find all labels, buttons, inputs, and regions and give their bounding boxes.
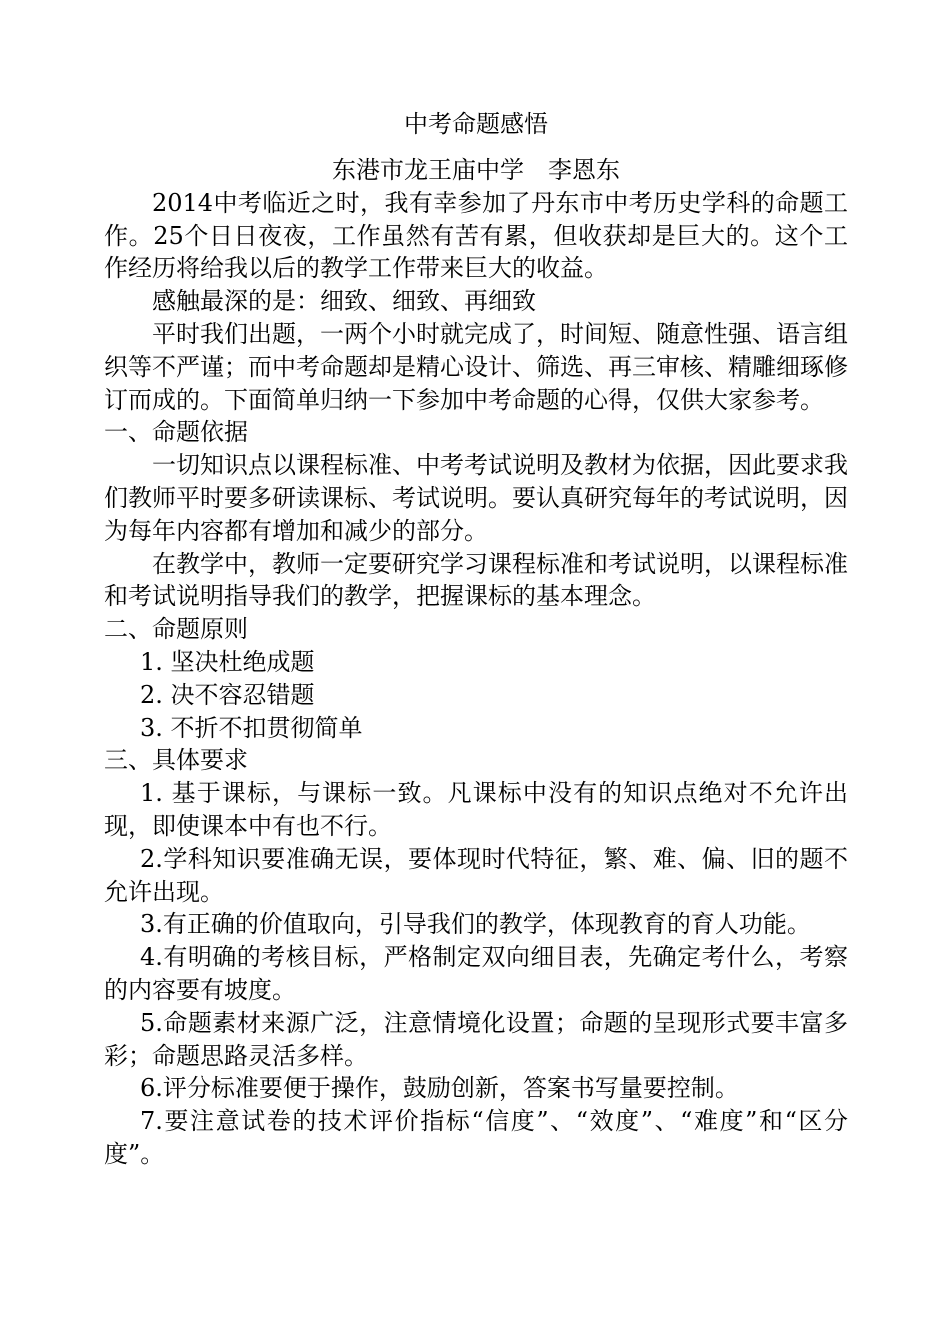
list-item: 3. 不折不扣贯彻简单: [140, 713, 363, 742]
list-item: 6.评分标准要便于操作，鼓励创新，答案书写量要控制。: [140, 1074, 739, 1103]
intro-paragraph: 感触最深的是：细致、细致、再细致: [152, 287, 536, 316]
list-item: 4.有明确的考核目标，严格制定双向细目表，先确定考什么，考察的内容要有坡度。: [104, 943, 848, 1004]
document-title: 中考命题感悟: [404, 110, 548, 138]
list-item: 1. 坚决杜绝成题: [140, 647, 315, 676]
list-item: 2. 决不容忍错题: [140, 680, 315, 709]
author-line: 东港市龙王庙中学 李恩东: [332, 156, 620, 184]
list-item: 3.有正确的价值取向，引导我们的教学，体现教育的育人功能。: [140, 910, 811, 939]
section-paragraph: 一切知识点以课程标准、中考考试说明及教材为依据，因此要求我们教师平时要多研读课标、考试说明。要认真研究每年的考试说明，因为每年内容都有增加和减少的部分。: [104, 451, 848, 545]
section-heading: 二、命题原则: [104, 615, 248, 644]
section-heading: 三、具体要求: [104, 746, 248, 775]
list-item: 7.要注意试卷的技术评价指标“信度”、“效度”、“难度”和“区分度”。: [104, 1107, 848, 1168]
section-paragraph: 在教学中，教师一定要研究学习课程标准和考试说明，以课程标准和考试说明指导我们的教学，把握课标的基本理念。: [104, 549, 848, 611]
section-heading: 一、命题依据: [104, 418, 248, 447]
intro-paragraph: 2014中考临近之时，我有幸参加了丹东市中考历史学科的命题工作。25个日日夜夜，工作虽然有苦有累，但收获却是巨大的。这个工作经历将给我以后的教学工作带来巨大的收益。: [104, 188, 848, 283]
list-item: 1. 基于课标，与课标一致。凡课标中没有的知识点绝对不允许出现，即使课本中有也不行。: [104, 779, 848, 840]
document-page: [104, 106, 848, 1171]
list-item: 5.命题素材来源广泛，注意情境化设置；命题的呈现形式要丰富多彩；命题思路灵活多样。: [104, 1008, 848, 1070]
intro-paragraph: 平时我们出题，一两个小时就完成了，时间短、随意性强、语言组织等不严谨；而中考命题却是精心设计、筛选、再三审核、精雕细琢修订而成的。下面简单归纳一下参加中考命题的心得，仅供大家参考。: [104, 319, 848, 414]
list-item: 2.学科知识要准确无误，要体现时代特征，繁、难、偏、旧的题不允许出现。: [104, 844, 848, 906]
